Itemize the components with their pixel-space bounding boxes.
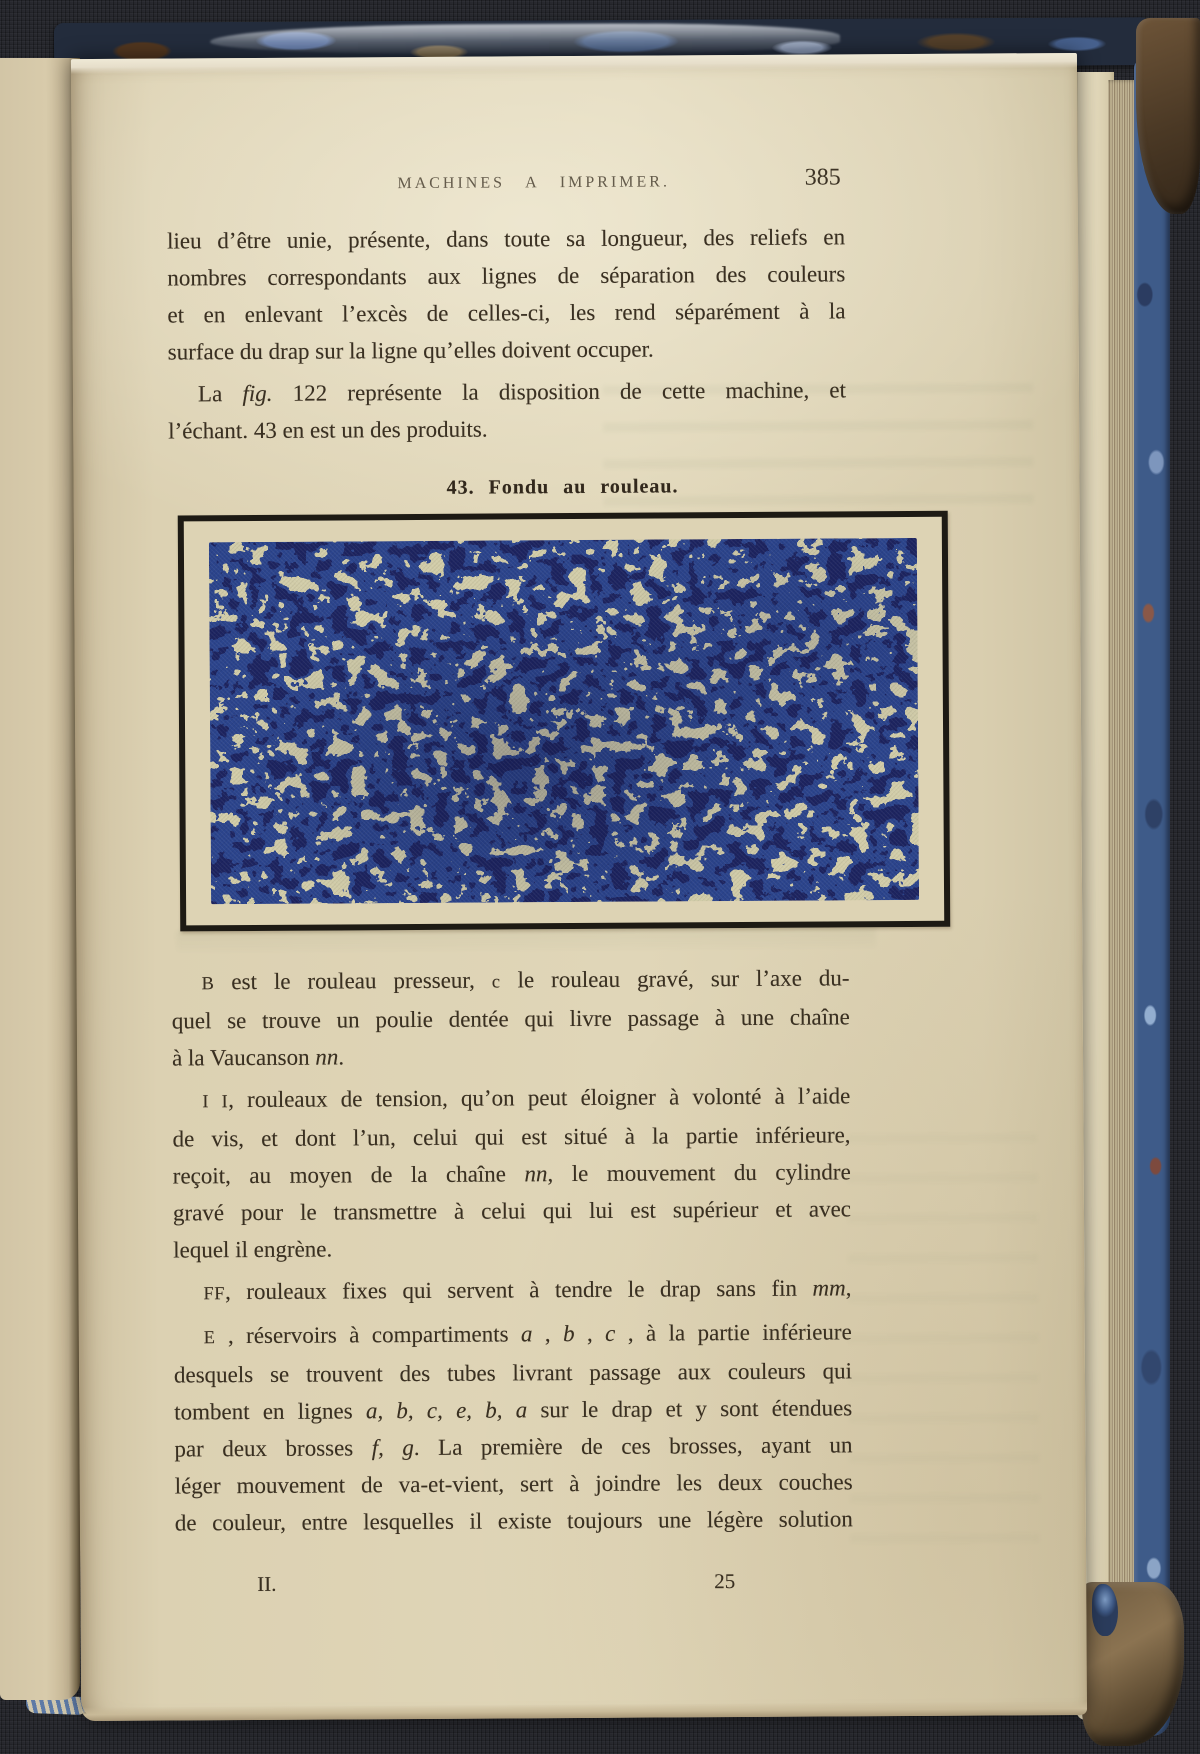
- text-line: reçoit, au moyen de la chaîne nn, le mouvement du cylindre: [172, 1159, 851, 1189]
- page-number: 385: [804, 164, 841, 191]
- footer-volume-numeral: II.: [257, 1571, 277, 1596]
- text-line: La fig. 122 représente la disposition de cette machine, et: [197, 377, 847, 407]
- text-line: quel se trouve un poulie dentée qui livre passage à une chaîne: [171, 1004, 850, 1034]
- text-line: B est le rouleau presseur, c le rouleau gravé, sur l’axe du-: [201, 965, 850, 995]
- text-line: I I, rouleaux de tension, qu’on peut éloigner à volonté à l’aide: [202, 1083, 851, 1113]
- paragraph: [171, 959, 850, 1076]
- text-line: FF, rouleaux fixes qui servent à tendre le drap sans fin mm,: [203, 1275, 852, 1305]
- text-line: tombent en lignes a, b, c, e, b, a sur le drap et y sont étendues: [174, 1395, 853, 1425]
- text-line: de vis, et dont l’un, celui qui est situé à la partie inférieure,: [172, 1122, 851, 1152]
- text-line: nombres correspondants aux lignes de séparation des couleurs: [167, 261, 846, 291]
- text-line: gravé pour le transmettre à celui qui lui est supérieur et avec: [172, 1196, 852, 1226]
- text-line: léger mouvement de va-et-vient, sert à joindre les deux couches: [174, 1469, 853, 1499]
- text-line: lieu d’être unie, présente, dans toute sa longueur, des reliefs en: [166, 224, 846, 254]
- paragraph: [172, 1077, 851, 1268]
- page-footer: [175, 1565, 853, 1599]
- text-line: de couleur, entre lesquelles il existe toujours une légère solution: [174, 1506, 853, 1536]
- text-line: desquels se trouvent des tubes livrant passage aux couleurs qui: [173, 1358, 853, 1388]
- text-line: lequel il engrène.: [173, 1236, 333, 1263]
- paragraph: [168, 371, 846, 449]
- paragraph: [167, 218, 846, 370]
- text-line: à la Vaucanson nn.: [171, 1044, 345, 1071]
- text-line: surface du drap sur la ligne qu’elles doivent occuper.: [167, 336, 654, 365]
- text-line: l’échant. 43 en est un des produits.: [168, 416, 488, 444]
- paragraph: [173, 1269, 851, 1312]
- text-line: par deux brosses f, g. La première de ces brosses, ayant un: [174, 1432, 853, 1462]
- marble-remnant: [1092, 1584, 1118, 1636]
- fabric-swatch: [209, 538, 919, 904]
- footer-signature-number: 25: [714, 1569, 736, 1594]
- marbled-cover-fore-edge: [1134, 60, 1170, 1736]
- running-header-title: MACHINES A IMPRIMER.: [397, 173, 670, 193]
- running-head: [167, 164, 845, 194]
- facing-page-edge: [0, 58, 80, 1700]
- book-page: [71, 53, 1087, 1721]
- figure-frame: [178, 511, 951, 932]
- text-column: [167, 218, 853, 1599]
- text-line: E , réservoirs à compartiments a , b , c , à la partie inférieure: [203, 1319, 852, 1349]
- figure-caption: 43. Fondu au rouleau.: [446, 475, 679, 499]
- text-line: et en enlevant l’excès de celles-ci, les rend séparément à la: [167, 298, 846, 328]
- show-through-ghost: [848, 1133, 1041, 1554]
- paragraph: [174, 1313, 853, 1541]
